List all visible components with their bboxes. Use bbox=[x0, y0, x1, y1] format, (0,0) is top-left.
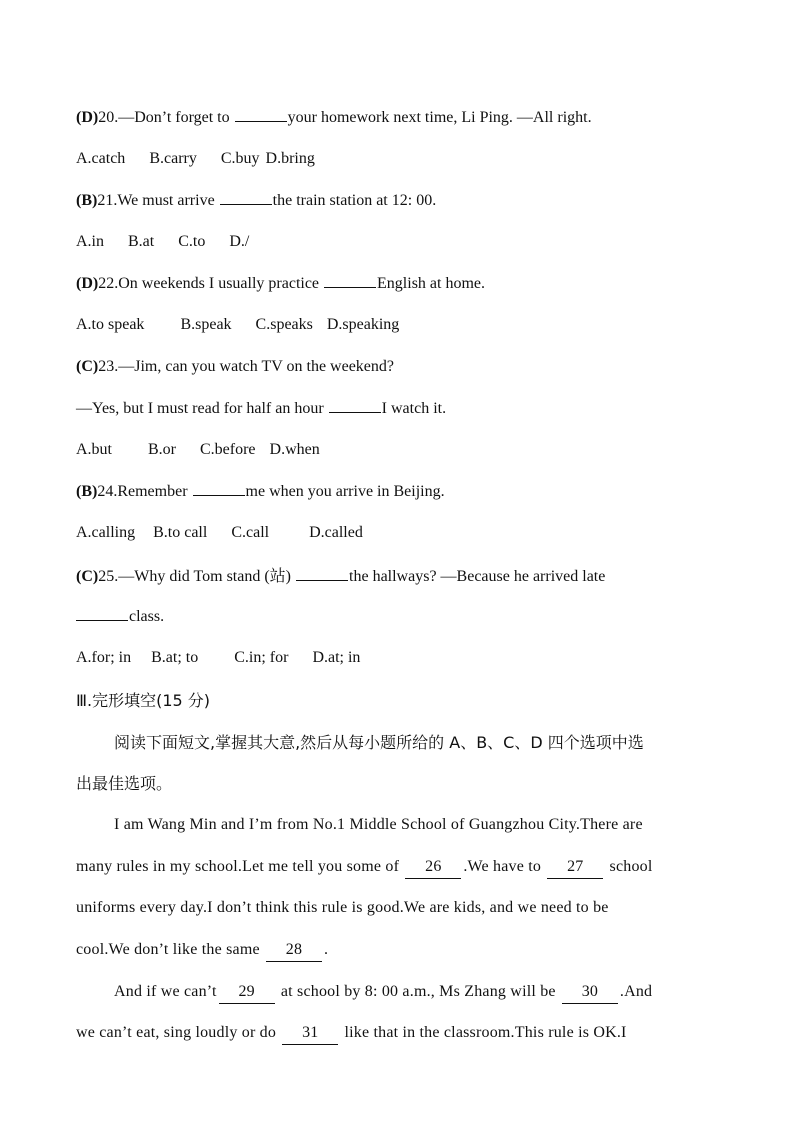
passage-line: uniforms every day.I don’t think this rule is good.We are kids, and we need to be bbox=[76, 899, 609, 916]
question-25-line-2 bbox=[76, 605, 724, 628]
passage-text: cool.We don’t like the same bbox=[76, 941, 264, 958]
option-b: B.or bbox=[148, 441, 176, 458]
option-b: B.carry bbox=[149, 150, 197, 167]
answer-letter: (D) bbox=[76, 109, 99, 126]
cloze-blank-27: 27 bbox=[547, 856, 603, 879]
option-c: C.buy bbox=[220, 150, 260, 167]
answer-blank bbox=[296, 565, 348, 581]
question-stem: class. bbox=[129, 608, 165, 625]
answer-blank bbox=[324, 272, 376, 288]
cloze-blank-28: 28 bbox=[266, 939, 322, 962]
question-22 bbox=[76, 272, 724, 295]
section-instructions-line-2: 出最佳选项。 bbox=[76, 774, 173, 793]
question-stem: 20.—Don’t forget to bbox=[98, 109, 234, 126]
question-stem: me when you arrive in Beijing. bbox=[245, 483, 445, 500]
answer-blank bbox=[329, 397, 381, 413]
passage-line: I am Wang Min and I’m from No.1 Middle School of Guangzhou City.There are bbox=[114, 816, 643, 833]
options-23 bbox=[76, 439, 724, 461]
option-d: D.speaking bbox=[326, 316, 400, 333]
question-stem: 21.We must arrive bbox=[97, 192, 219, 209]
question-23 bbox=[76, 356, 724, 378]
option-a: A.catch bbox=[76, 150, 126, 167]
options-24 bbox=[76, 522, 724, 544]
passage-text: like that in the classroom.This rule is OK.I bbox=[340, 1024, 627, 1041]
passage-line bbox=[114, 981, 724, 1004]
passage-text: we can’t eat, sing loudly or do bbox=[76, 1024, 281, 1041]
option-d: D.when bbox=[269, 441, 320, 458]
question-stem: I watch it. bbox=[381, 400, 447, 417]
question-stem: 24.Remember bbox=[97, 483, 192, 500]
answer-letter: (B) bbox=[76, 192, 98, 209]
question-stem: your homework next time, Li Ping. —All right. bbox=[287, 109, 592, 126]
answer-letter: (B) bbox=[76, 483, 98, 500]
passage-text: at school by 8: 00 a.m., Ms Zhang will be bbox=[276, 983, 560, 1000]
cloze-blank-31: 31 bbox=[282, 1022, 338, 1045]
question-23-line-2 bbox=[76, 397, 724, 420]
question-stem: 25.—Why did Tom stand (站) bbox=[98, 568, 296, 585]
passage-line bbox=[76, 939, 724, 962]
option-c: C.before bbox=[200, 441, 256, 458]
question-stem: the hallways? —Because he arrived late bbox=[349, 568, 606, 585]
option-d: D.called bbox=[309, 524, 363, 541]
section-instructions: 阅读下面短文,掌握其大意,然后从每小题所给的 A、B、C、D 四个选项中选 bbox=[114, 733, 644, 752]
option-c: C.call bbox=[231, 524, 270, 541]
option-c: C.to bbox=[178, 233, 206, 250]
option-b: B.at; to bbox=[151, 649, 199, 666]
option-c: C.in; for bbox=[234, 649, 289, 666]
passage-text: many rules in my school.Let me tell you some of bbox=[76, 858, 404, 875]
option-b: B.speak bbox=[180, 316, 232, 333]
cloze-blank-26: 26 bbox=[405, 856, 461, 879]
option-a: A.in bbox=[76, 233, 104, 250]
passage-text: And if we can’t bbox=[114, 983, 217, 1000]
passage-text: .We have to bbox=[463, 858, 546, 875]
options-21 bbox=[76, 231, 724, 253]
section-heading: Ⅲ.完形填空(15 分) bbox=[76, 691, 211, 710]
answer-blank bbox=[235, 106, 287, 122]
option-a: A.but bbox=[76, 441, 112, 458]
answer-letter: (C) bbox=[76, 358, 99, 375]
answer-blank bbox=[76, 605, 128, 621]
question-24 bbox=[76, 480, 724, 503]
options-20 bbox=[76, 148, 724, 170]
question-21 bbox=[76, 189, 724, 212]
option-a: A.to speak bbox=[76, 316, 145, 333]
question-stem: —Yes, but I must read for half an hour bbox=[76, 400, 328, 417]
option-d: D.at; in bbox=[312, 649, 361, 666]
answer-letter: (C) bbox=[76, 568, 99, 585]
option-c: C.speaks bbox=[255, 316, 313, 333]
cloze-blank-30: 30 bbox=[562, 981, 618, 1004]
option-d: D./ bbox=[229, 233, 250, 250]
question-stem: the train station at 12: 00. bbox=[272, 192, 437, 209]
answer-blank bbox=[220, 189, 272, 205]
option-d: D.bring bbox=[265, 150, 315, 167]
question-20 bbox=[76, 106, 724, 129]
question-stem: 23.—Jim, can you watch TV on the weekend? bbox=[98, 358, 394, 375]
question-25 bbox=[76, 565, 724, 588]
answer-blank bbox=[193, 480, 245, 496]
option-a: A.for; in bbox=[76, 649, 132, 666]
options-22 bbox=[76, 314, 724, 336]
passage-text: . bbox=[323, 941, 329, 958]
option-b: B.to call bbox=[153, 524, 208, 541]
question-stem: English at home. bbox=[377, 275, 486, 292]
passage-text: school bbox=[605, 858, 653, 875]
question-stem: 22.On weekends I usually practice bbox=[98, 275, 324, 292]
passage-text: .And bbox=[619, 983, 653, 1000]
answer-letter: (D) bbox=[76, 275, 99, 292]
passage-line bbox=[76, 1022, 724, 1045]
cloze-blank-29: 29 bbox=[219, 981, 275, 1004]
passage-line bbox=[76, 856, 724, 879]
option-b: B.at bbox=[128, 233, 155, 250]
option-a: A.calling bbox=[76, 524, 136, 541]
options-25 bbox=[76, 647, 724, 669]
